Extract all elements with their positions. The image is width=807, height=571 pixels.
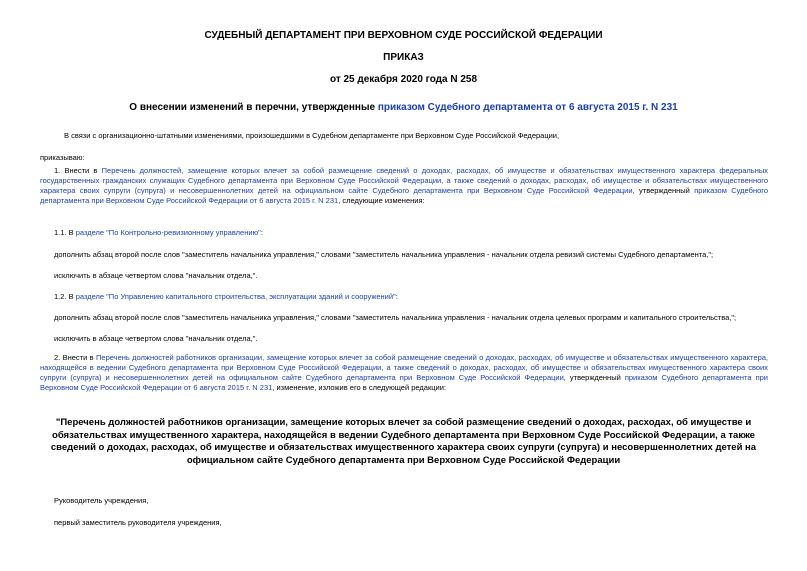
sub-1-2-lead: 1.2. В (54, 292, 76, 301)
sub-1-2-tail: : (395, 292, 398, 301)
date-number-heading: от 25 декабря 2020 года N 258 (329, 74, 478, 85)
sub-1-2-link[interactable]: разделе "По Управлению капитального строительства, эксплуатации зданий и сооружений" (75, 292, 396, 301)
doc-type-heading: ПРИКАЗ (383, 52, 424, 63)
sub-1-1-link[interactable]: разделе "По Контрольно-ревизионному управлению" (75, 228, 261, 237)
item-1-lead: 1. Внести в (54, 166, 102, 175)
list-item: первый заместитель руководителя учреждения, (54, 518, 222, 527)
document-title (0, 102, 807, 114)
item-1-tail: , следующие изменения: (338, 196, 425, 205)
sub-1-1-tail: : (260, 228, 263, 237)
item-2-lead: 2. Внести в (54, 353, 97, 362)
item-2-tail: , изменение, изложив его в следующей редакции: (272, 383, 447, 392)
preamble: В связи с организационно-штатными изменениями, произошедшими в Судебном департаменте при Верховном Суде Российской Федерации, (64, 131, 560, 140)
item-1-mid: , утвержденный (632, 186, 695, 195)
item-2 (40, 353, 768, 393)
title-text: О внесении изменений в перечни, утвержденные (129, 102, 378, 113)
item-1-link-list[interactable]: Перечень должностей, замещение которых влечет за собой размещение сведений о доходах, расходах, об имуществе и обязательствах имущественного характера федеральных государственных гражданских служащих Судебного департамента при Верховном Суде Российской Федерации, а также сведений о доходах, расходах, об имуществе и обязательствах имущественного характера своих супруги (супруга) и несовершеннолетних детей на официальном сайте Судебного департамента при Верховном Суде Российской Федерации (40, 166, 768, 195)
sub-1-1-para-b: исключить в абзаце четвертом слова "начальник отдела,". (54, 271, 258, 280)
authority-heading: СУДЕБНЫЙ ДЕПАРТАМЕНТ ПРИ ВЕРХОВНОМ СУДЕ РОССИЙСКОЙ ФЕДЕРАЦИИ (204, 30, 603, 41)
item-2-mid: , утвержденный (563, 373, 625, 382)
item-1-link-order[interactable]: приказом Судебного департамента при Верховном Суде Российской Федерации от 6 августа 2015 г. N 231 (40, 186, 768, 205)
sub-1-1-lead: 1.1. В (54, 228, 76, 237)
sub-1-1-para-a: дополнить абзац второй после слов "заместитель начальника управления," словами "заместитель начальника управления - начальник отдела ревизий системы Судебного департамента,"; (54, 250, 714, 259)
sub-1-1 (54, 228, 764, 238)
order-word: приказываю: (40, 153, 85, 162)
sub-1-2 (54, 292, 764, 302)
item-1 (40, 166, 768, 206)
quoted-list-title: "Перечень должностей работников организации, замещение которых влечет за собой размещение сведений о доходах, расходах, об имуществе и обязательствах имущественного характера, находящейся в ведении Судебного департамента при Верховном Суде Российской Федерации, а также сведений о доходах, расходах, об имуществе и обязательствах имущественного характера своих супруги (супруга) и несовершеннолетних детей на официальном сайте Судебного департамента при Верховном Суде Российской Федерации (50, 417, 757, 466)
item-2-link-order[interactable]: приказом Судебного департамента при Верховном Суде Российской Федерации от 6 августа 2015 г. N 231 (40, 373, 768, 392)
sub-1-2-para-b: исключить в абзаце четвертом слова "начальник отдела,". (54, 334, 258, 343)
title-link[interactable]: приказом Судебного департамента от 6 августа 2015 г. N 231 (377, 102, 678, 113)
item-2-link-list[interactable]: Перечень должностей работников организации, замещение которых влечет за собой размещение сведений о доходах, расходах, об имуществе и обязательствах имущественного характера, находящейся в ведении Судебного департамента при Верховном Суде Российской Федерации, а также сведений о доходах, расходах, об имуществе и обязательствах имущественного характера своих супруги (супруга) и несовершеннолетних детей на официальном сайте Судебного департамента при Верховном Суде Российской Федерации (40, 353, 768, 382)
sub-1-2-para-a: дополнить абзац второй после слов "заместитель начальника управления," словами "заместитель начальника управления - начальник отдела целевых программ и капитального строительства,"; (54, 313, 737, 322)
list-item: Руководитель учреждения, (54, 496, 149, 505)
